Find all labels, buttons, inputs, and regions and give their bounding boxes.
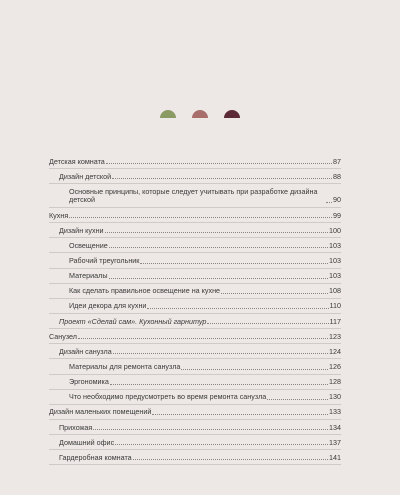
toc-entry-page: 100 [329,225,341,235]
toc-leader-dots [115,444,328,445]
toc-entry[interactable] [49,208,341,223]
toc-entry-title: Материалы для ремонта санузла [69,361,181,371]
toc-entry-title: Что необходимо предусмотреть во время ремонта санузла [69,392,267,402]
toc-leader-dots [93,429,328,430]
toc-entry[interactable] [49,314,341,329]
toc-entry-page: 103 [329,240,341,250]
toc-entry-title: Рабочий треугольник [69,255,140,265]
toc-leader-dots [105,232,328,233]
toc-entry-title: Как сделать правильное освещение на кухне [69,286,221,296]
toc-entry-title: Кухня [49,210,69,220]
toc-entry-title: Освещение [69,240,108,250]
toc-entry-page: 141 [329,452,341,462]
toc-entry[interactable] [49,390,341,405]
toc-entry[interactable] [49,405,341,420]
toc-leader-dots [147,308,328,309]
toc-leader-dots [106,163,332,164]
toc-leader-dots [267,399,328,400]
toc-leader-dots [181,369,328,370]
toc-entry-title: Материалы [69,271,108,281]
toc-leader-dots [109,247,328,248]
toc-entry-page: 90 [333,195,341,205]
toc-entry[interactable] [49,329,341,344]
toc-entry-page: 123 [329,331,341,341]
toc-leader-dots [326,202,332,203]
toc-leader-dots [112,178,332,179]
burgundy-semicircle-icon [224,110,240,118]
toc-leader-dots [113,353,328,354]
toc-entry-title: Дизайн санузла [59,346,112,356]
toc-entry[interactable] [49,269,341,284]
toc-leader-dots [152,414,328,415]
decorative-semicircles [0,110,400,118]
toc-entry[interactable] [49,253,341,268]
toc-entry-page: 103 [329,271,341,281]
table-of-contents [49,154,341,465]
toc-entry-page: 87 [333,156,341,166]
toc-entry-title: Домашний офис [59,437,115,447]
toc-entry[interactable] [49,238,341,253]
toc-entry-title: Дизайн маленьких помещений [49,407,152,417]
toc-entry-page: 126 [329,361,341,371]
toc-entry-page: 134 [329,422,341,432]
toc-entry[interactable] [49,284,341,299]
toc-leader-dots [133,459,328,460]
rose-semicircle-icon [192,110,208,118]
toc-entry-page: 88 [333,171,341,181]
toc-entry-page: 128 [329,377,341,387]
toc-entry-page: 108 [329,286,341,296]
toc-leader-dots [78,338,328,339]
toc-entry[interactable] [49,169,341,184]
toc-entry[interactable] [49,420,341,435]
toc-entry[interactable] [49,154,341,169]
toc-entry[interactable] [49,359,341,374]
toc-entry-title: Основные принципы, которые следует учитывать при разработке дизайна детской [69,186,318,205]
toc-entry-title: Идеи декора для кухни [69,301,147,311]
toc-entry[interactable] [49,344,341,359]
toc-entry[interactable] [49,299,341,314]
toc-entry[interactable] [49,184,341,208]
toc-leader-dots [207,323,328,324]
toc-entry-title: Дизайн детской [59,171,112,181]
toc-entry-page: 117 [329,316,341,326]
toc-entry[interactable] [49,375,341,390]
toc-entry-page: 110 [329,301,341,311]
toc-leader-dots [109,278,329,279]
toc-entry-page: 103 [329,255,341,265]
green-semicircle-icon [160,110,176,118]
toc-leader-dots [110,384,328,385]
toc-leader-dots [69,217,332,218]
toc-entry[interactable] [49,450,341,465]
toc-entry-title: Дизайн кухни [59,225,104,235]
toc-leader-dots [221,293,328,294]
toc-entry-page: 137 [329,437,341,447]
toc-entry-title: Прихожая [59,422,93,432]
toc-entry-title: Эргономика [69,377,109,387]
toc-entry[interactable] [49,223,341,238]
toc-entry-page: 133 [329,407,341,417]
toc-entry-title: Гардеробная комната [59,452,132,462]
toc-entry-page: 124 [329,346,341,356]
toc-entry-page: 130 [329,392,341,402]
toc-leader-dots [140,263,328,264]
toc-entry-title: Санузел [49,331,77,341]
toc-entry-page: 99 [333,210,341,220]
toc-entry[interactable] [49,435,341,450]
toc-entry-title: Проект «Сделай сам». Кухонный гарнитур [59,316,207,326]
toc-entry-title: Детская комната [49,156,105,166]
